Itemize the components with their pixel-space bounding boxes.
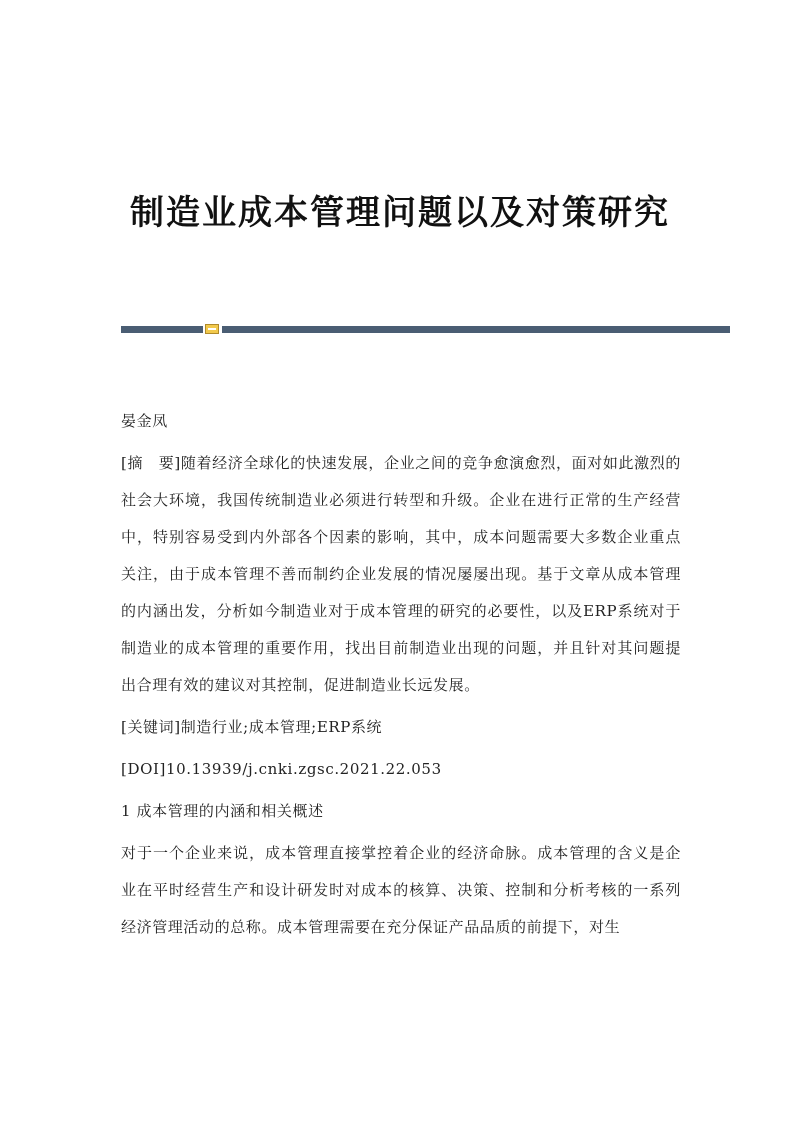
section-paragraph: 对于一个企业来说，成本管理直接掌控着企业的经济命脉。成本管理的含义是企业在平时经营生产和设计研发时对成本的核算、决策、控制和分析考核的一系列经济管理活动的总称。成本管理需要在充分保证产品品质的前提下，对生 bbox=[121, 844, 681, 936]
divider-ornament-icon bbox=[205, 324, 219, 334]
doi: [DOI]10.13939/j.cnki.zgsc.2021.22.053 bbox=[121, 760, 442, 778]
article-body bbox=[121, 403, 681, 951]
title-divider-left bbox=[121, 326, 203, 333]
abstract: [摘 要]随着经济全球化的快速发展，企业之间的竞争愈演愈烈，面对如此激烈的社会大环境，我国传统制造业必须进行转型和升级。企业在进行正常的生产经营中，特别容易受到内外部各个因素的影响，其中，成本问题需要大多数企业重点关注，由于成本管理不善而制约企业发展的情况屡屡出现。基于文章从成本管理的内涵出发，分析如今制造业对于成本管理的研究的必要性，以及ERP系统对于制造业的成本管理的重要作用，找出目前制造业出现的问题，并且针对其问题提出合理有效的建议对其控制，促进制造业长远发展。 bbox=[121, 454, 681, 694]
page-title: 制造业成本管理问题以及对策研究 bbox=[130, 193, 670, 233]
section-heading: 1 成本管理的内涵和相关概述 bbox=[121, 802, 324, 820]
author: 晏金凤 bbox=[121, 412, 168, 430]
keywords: [关键词]制造行业;成本管理;ERP系统 bbox=[121, 718, 383, 736]
title-divider-right bbox=[222, 326, 730, 333]
